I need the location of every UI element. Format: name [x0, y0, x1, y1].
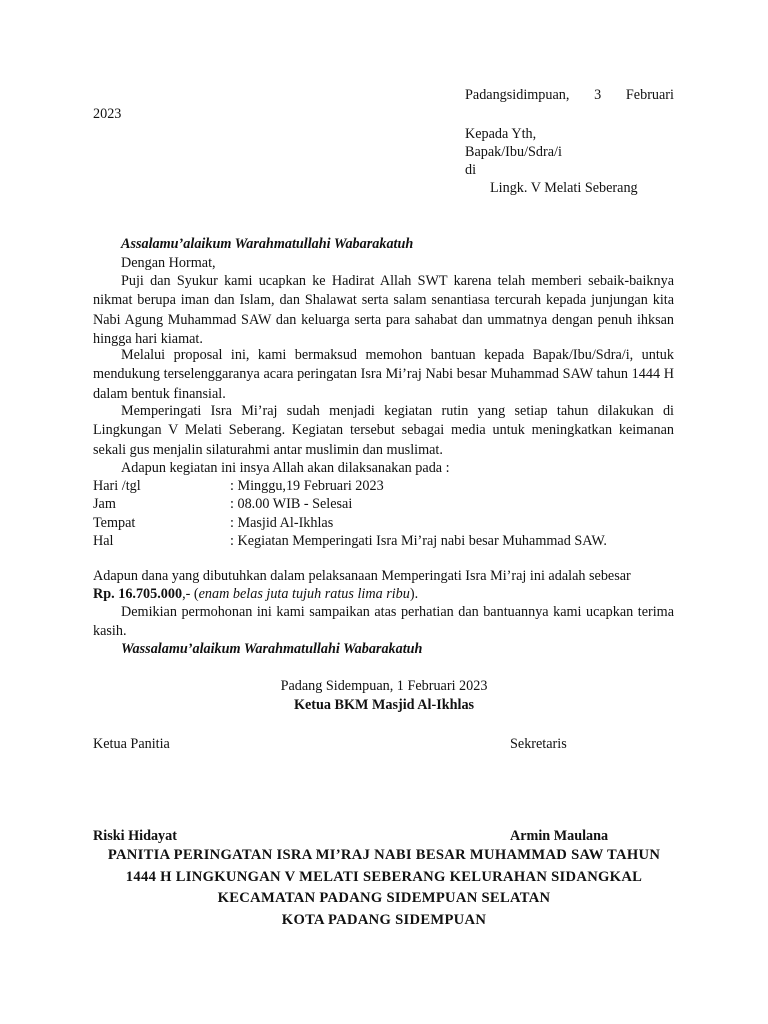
left-signatory-name: Riski Hidayat [93, 828, 177, 844]
schedule-label: Hal [93, 533, 114, 549]
recipient-line-3: di [465, 162, 477, 178]
recipient-line-1: Kepada Yth, [465, 126, 537, 142]
schedule-label: Hari /tgl [93, 478, 141, 494]
salutation: Dengan Hormat, [121, 255, 216, 271]
closing-greeting: Wassalamu’alaikum Warahmatullahi Wabarakatuh [121, 641, 423, 657]
schedule-label: Jam [93, 496, 116, 512]
funding-amount: Rp. 16.705.000 [93, 586, 183, 602]
committee-footer [80, 845, 688, 931]
signature-organization: Ketua BKM Masjid Al-Ikhlas [293, 697, 475, 713]
closing-paragraph: Demikian permohonan ini kami sampaikan atas perhatian dan bantuannya kami ucapkan terima kasih. [93, 604, 674, 640]
right-signatory-name: Armin Maulana [510, 828, 609, 844]
schedule-value: : Masjid Al-Ikhlas [230, 515, 334, 531]
schedule-value: : Kegiatan Memperingati Isra Mi’raj nabi besar Muhammad SAW. [230, 533, 607, 549]
schedule-value: : Minggu,19 Februari 2023 [230, 478, 384, 494]
footer-line-1: PANITIA PERINGATAN ISRA MI’RAJ NABI BESAR MUHAMMAD SAW TAHUN [107, 847, 661, 863]
signature-date: Padang Sidempuan, 1 Februari 2023 [280, 678, 488, 694]
funding-intro: Adapun dana yang dibutuhkan dalam pelaksanaan Memperingati Isra Mi’raj ini adalah sebesar [93, 568, 631, 584]
paragraph-4: Adapun kegiatan ini insya Allah akan dilaksanakan pada : [121, 460, 450, 476]
funding-amount-suffix: ,- ( [182, 586, 199, 602]
date-day: 3 [594, 87, 602, 103]
schedule-value: : 08.00 WIB - Selesai [230, 496, 353, 512]
date-month: Februari [625, 87, 674, 103]
schedule-label: Tempat [93, 515, 136, 531]
right-signatory-role: Sekretaris [510, 736, 567, 752]
date-year: 2023 [93, 106, 122, 122]
footer-line-4: KOTA PADANG SIDEMPUAN [281, 911, 487, 928]
recipient-line-2: Bapak/Ibu/Sdra/i [465, 144, 562, 160]
paragraph-1: Puji dan Syukur kami ucapkan ke Hadirat Allah SWT karena telah memberi sebaik-baiknya nikmat berupa iman dan Islam, dan Shalawat serta salam senantiasa tercurah kepada junjungan kita Nabi Agung Muhammad SAW dan keluarga serta para sahabat dan ummatnya dengan penuh ihksan hingga hari kiamat. [93, 273, 674, 348]
funding-amount-close: ). [409, 586, 419, 602]
footer-line-3: KECAMATAN PADANG SIDEMPUAN SELATAN [217, 890, 551, 906]
opening-greeting: Assalamu’alaikum Warahmatullahi Wabarakatuh [121, 236, 414, 252]
recipient-line-4: Lingk. V Melati Seberang [490, 180, 638, 196]
funding-amount-line [93, 585, 418, 604]
paragraph-2: Melalui proposal ini, kami bermaksud memohon bantuan kepada Bapak/Ibu/Sdra/i, untuk mendukung terselenggaranya acara peringatan Isra Mi’raj Nabi besar Muhammad SAW tahun 1444 H dalam bentuk finansial. [93, 347, 674, 402]
paragraph-3: Memperingati Isra Mi’raj sudah menjadi kegiatan rutin yang setiap tahun dilakukan di Lingkungan V Melati Seberang. Kegiatan tersebut sebagai media untuk meningkatkan keimanan sekali gus menjalin silaturahmi antar muslimin dan muslimat. [93, 403, 674, 458]
left-signatory-role: Ketua Panitia [93, 736, 170, 752]
letter-date-line [465, 86, 674, 105]
date-place: Padangsidimpuan, [465, 87, 570, 103]
funding-amount-words: enam belas juta tujuh ratus lima ribu [198, 586, 410, 602]
footer-line-2: 1444 H LINGKUNGAN V MELATI SEBERANG KELURAHAN SIDANGKAL [125, 868, 643, 885]
